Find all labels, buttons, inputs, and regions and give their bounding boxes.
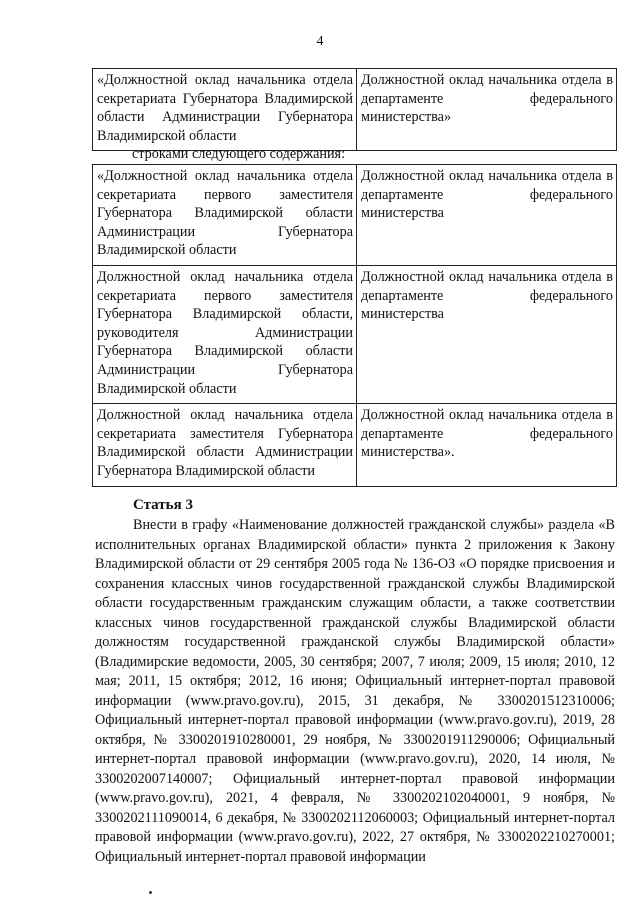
table-row	[93, 69, 617, 151]
page-number: 4	[316, 34, 324, 49]
table-row	[93, 165, 617, 266]
salary-equivalent-cell: Должностной оклад начальника отдела в департаменте федерального министерства	[357, 265, 617, 403]
position-cell: «Должностной оклад начальника отдела секретариата Губернатора Владимирской области Администрации Губернатора Владимирской области	[93, 69, 357, 151]
salary-equivalent-cell: Должностной оклад начальника отдела в департаменте федерального министерства».	[357, 404, 617, 486]
table-row	[93, 404, 617, 486]
table-top	[92, 68, 617, 151]
position-cell: Должностной оклад начальника отдела секретариата заместителя Губернатора Владимирской области Администрации Губернатора Владимирской области	[93, 404, 357, 486]
article-body: Внести в графу «Наименование должностей гражданской службы» раздела «В исполнительных органах Владимирской области» пункта 2 приложения к Закону Владимирской области от 29 сентября 2005 года № 136-ОЗ «О порядке присвоения и сохранения классных чинов государственной гражданской службы Владимирской области государственным гражданским служащим области, а также соответствии классных чинов государственной гражданской службы Владимирской области должностям государственной гражданской службы Владимирской области» (Владимирские ведомости, 2005, 30 сентября; 2007, 7 июля; 2009, 15 июля; 2010, 12 мая; 2011, 15 октября; 2012, 16 июня; Официальный интернет-портал правовой информации (www.pravo.gov.ru), 2015, 31 декабря, № 3300201512310006; Официальный интернет-портал правовой информации (www.pravo.gov.ru), 2019, 28 октября, № 3300201910280001, 29 ноября, № 3300201911290006; Официальный интернет-портал правовой информации (www.pravo.gov.ru), 2020, 14 июля, № 3300202007140007; Официальный интернет-портал правовой информации (www.pravo.gov.ru), 2021, 4 февраля, № 3300202102040001, 9 ноября, № 3300202111090014, 6 декабря, № 3300202112060003; Официальный интернет-портал правовой информации (www.pravo.gov.ru), 2022, 27 октября, № 3300202210270001; Официальный интернет-портал правовой информации	[95, 517, 615, 865]
table-row	[93, 265, 617, 403]
salary-equivalent-cell: Должностной оклад начальника отдела в департаменте федерального министерства»	[357, 69, 617, 151]
salary-equivalent-cell: Должностной оклад начальника отдела в департаменте федерального министерства	[357, 165, 617, 266]
position-cell: Должностной оклад начальника отдела секретариата первого заместителя Губернатора Владимирской области, руководителя Администрации Губернатора Владимирской области Администрации Губернатора Владимирской области	[93, 265, 357, 403]
position-cell: «Должностной оклад начальника отдела секретариата первого заместителя Губернатора Владимирской области Администрации Губернатора Владимирской области	[93, 165, 357, 266]
table-main	[92, 164, 617, 487]
scan-mark	[149, 891, 152, 894]
lead-text: строками следующего содержания:	[132, 146, 346, 162]
article-heading: Статья 3	[133, 497, 193, 513]
